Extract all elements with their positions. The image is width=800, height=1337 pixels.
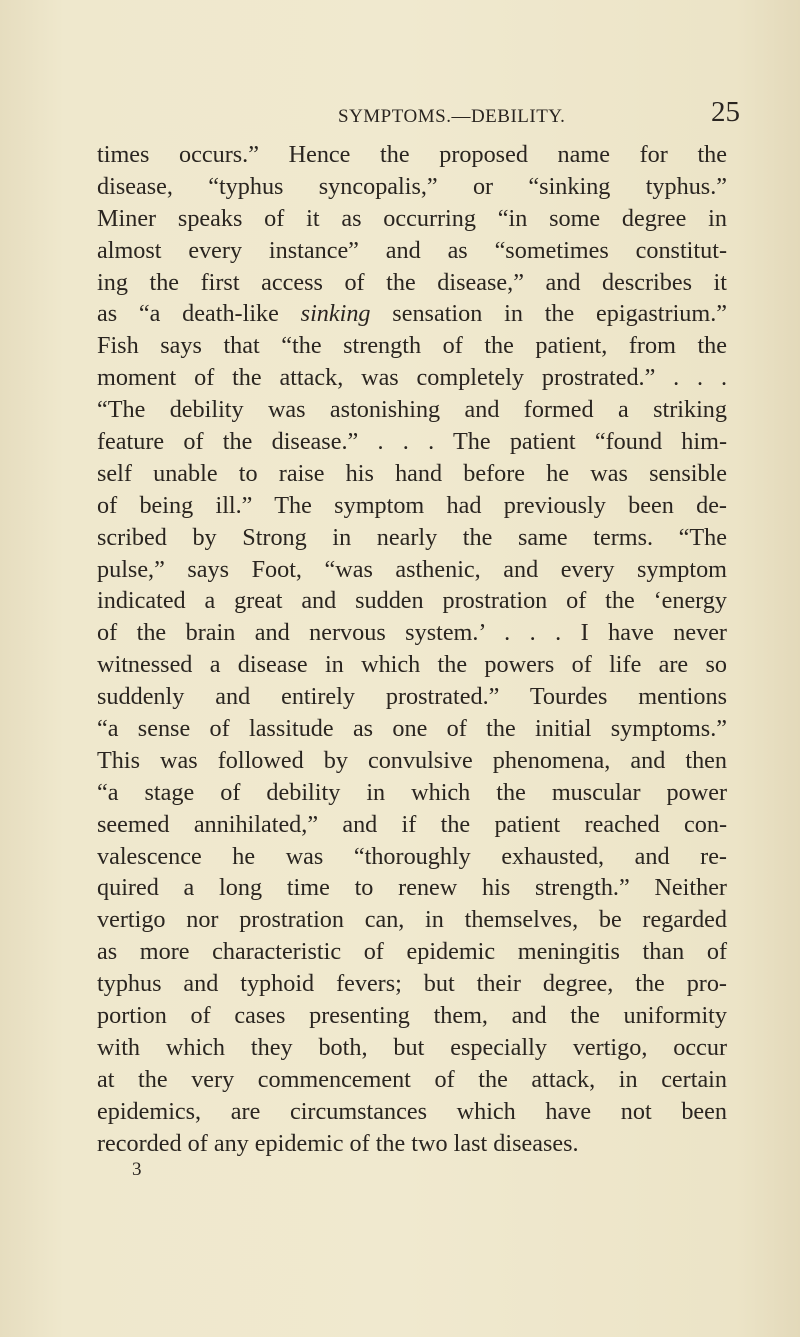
text-line: of being ill.” The symptom had previously been de- <box>97 491 727 519</box>
body-text <box>97 139 727 1160</box>
text-line: “a stage of debility in which the muscular power <box>97 778 727 806</box>
text-line: as more characteristic of epidemic meningitis than of <box>97 938 727 966</box>
text-line: feature of the disease.” . . . The patient “found him- <box>97 428 727 456</box>
text-line: quired a long time to renew his strength.” Neither <box>97 874 727 902</box>
text-line: disease, “typhus syncopalis,” or “sinking typhus.” <box>97 172 727 200</box>
text-line: epidemics, are circumstances which have not been <box>97 1097 727 1125</box>
text-line: vertigo nor prostration can, in themselves, be regarded <box>97 906 727 934</box>
text-line: Fish says that “the strength of the patient, from the <box>97 332 727 360</box>
text-line: as “a death-like sinking sensation in the epigastrium.” <box>97 300 727 328</box>
text-line: “The debility was astonishing and formed a striking <box>97 396 727 424</box>
text-line: ing the first access of the disease,” and describes it <box>97 268 727 296</box>
text-line-last: recorded of any epidemic of the two last diseases. <box>97 1129 579 1157</box>
running-head-title: SYMPTOMS.—DEBILITY. <box>338 106 566 127</box>
text-line: witnessed a disease in which the powers of life are so <box>97 651 727 679</box>
page-number: 25 <box>711 96 740 128</box>
text-line: of the brain and nervous system.’ . . . I have never <box>97 619 727 647</box>
running-head <box>0 94 800 134</box>
text-line: moment of the attack, was completely prostrated.” . . . <box>97 364 727 392</box>
text-line: self unable to raise his hand before he was sensible <box>97 459 727 487</box>
text-line: pulse,” says Foot, “was asthenic, and every symptom <box>97 555 727 583</box>
text-line: scribed by Strong in nearly the same terms. “The <box>97 523 727 551</box>
text-line: suddenly and entirely prostrated.” Tourdes mentions <box>97 683 727 711</box>
emphasis-text: sinking <box>300 300 371 328</box>
text-line: indicated a great and sudden prostration of the ‘energy <box>97 587 727 615</box>
text-line: seemed annihilated,” and if the patient reached con- <box>97 810 727 838</box>
text-line: with which they both, but especially vertigo, occur <box>97 1033 727 1061</box>
text-line: almost every instance” and as “sometimes constitut- <box>97 236 727 264</box>
text-line: typhus and typhoid fevers; but their degree, the pro- <box>97 970 727 998</box>
text-line: valescence he was “thoroughly exhausted, and re- <box>97 842 727 870</box>
signature-mark: 3 <box>132 1159 142 1180</box>
text-line: times occurs.” Hence the proposed name for the <box>97 141 727 168</box>
text-line: at the very commencement of the attack, in certain <box>97 1065 727 1093</box>
text-line: Miner speaks of it as occurring “in some degree in <box>97 204 727 232</box>
text-line: “a sense of lassitude as one of the initial symptoms.” <box>97 715 727 743</box>
text-line: This was followed by convulsive phenomena, and then <box>97 746 727 774</box>
text-line: portion of cases presenting them, and the uniformity <box>97 1002 727 1030</box>
